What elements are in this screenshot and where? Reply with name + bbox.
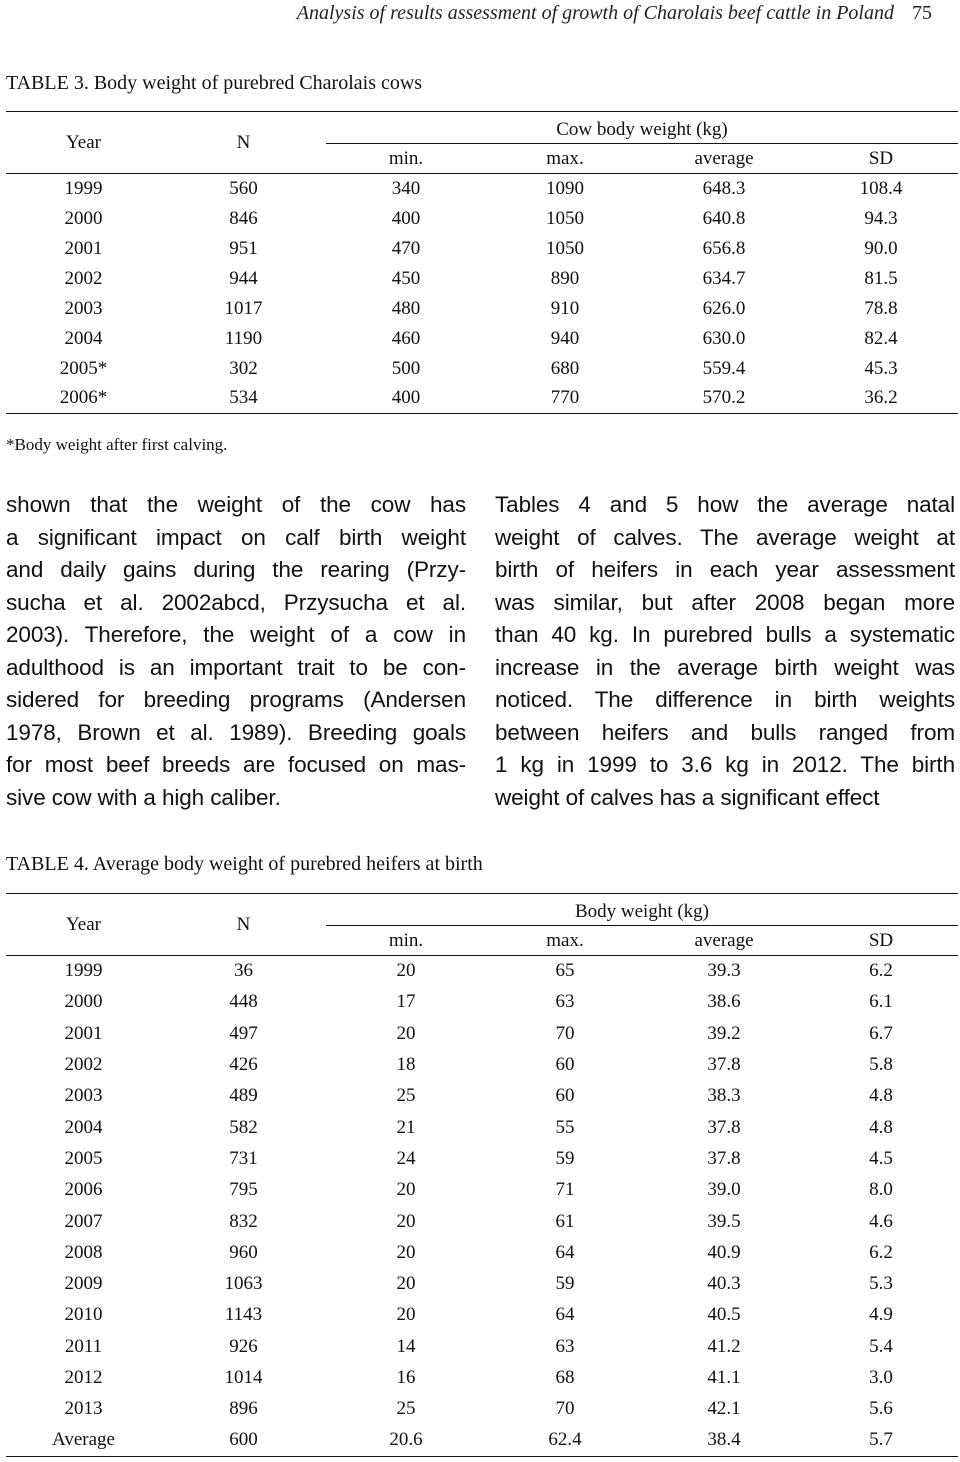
table-cell: 24 [396,1147,416,1169]
table-cell: 2003 [64,297,103,319]
table-cell: 500 [391,357,421,379]
table3-body [6,174,958,414]
table4-year-header: Year [6,894,161,956]
table4-group-header: Body weight (kg) [326,894,958,926]
text-line: weight of calves has a significant effect [495,784,880,810]
table-cell: 38.3 [707,1085,741,1107]
table-cell: 5.4 [869,1335,893,1357]
table-row [6,1206,958,1237]
text-line: sucha et al. 2002abcd, Przysucha et al. [6,589,466,615]
table-cell: 63 [555,991,575,1013]
table-cell: 20 [396,1273,416,1295]
table-cell: 40.9 [707,1241,741,1263]
table-cell: 2006 [64,1179,103,1201]
table-cell: 340 [326,174,486,204]
table-cell: 2001 [64,237,103,259]
table-cell: 17 [396,991,416,1013]
text-line: and daily gains during the rearing (Przy- [6,557,466,582]
table-cell: 1999 [6,174,161,204]
table-row [6,294,958,324]
table-cell: 8.0 [869,1179,893,1201]
table-cell: 4.9 [869,1304,893,1326]
table-cell: 38.6 [707,991,741,1013]
text-line: sive cow with a high caliber. [6,784,281,810]
table-cell: 731 [229,1147,258,1169]
table-cell: 62.4 [486,1425,644,1456]
table-row [6,174,958,204]
table-cell: 40.3 [707,1273,741,1295]
table-cell: 302 [229,357,258,379]
table4-n-header: N [161,894,326,956]
table-row [6,1018,958,1049]
table-cell: 2001 [64,1022,103,1044]
table3-min-header: min. [388,147,424,169]
table-cell: 60 [555,1054,575,1076]
table-cell: 4.8 [869,1116,893,1138]
table-cell: 78.8 [864,297,898,319]
table-cell: 559.4 [702,357,746,379]
table-cell: 2000 [64,991,103,1013]
table-row [6,1331,958,1362]
table-cell: 41.2 [707,1335,741,1357]
table-cell: 940 [550,327,580,349]
table-row [6,1175,958,1206]
text-line: 2003). Therefore, the weight of a cow in [6,622,466,647]
table-cell: 2004 [64,327,103,349]
table-cell: 2006* [6,384,161,414]
table-cell: 6.7 [869,1022,893,1044]
table-cell: 656.8 [702,237,746,259]
table-cell: 59 [555,1273,575,1295]
table-cell: 6.2 [869,1241,893,1263]
running-header [297,0,932,26]
table-cell: 600 [161,1425,326,1456]
table-cell: Average [6,1425,161,1456]
table-cell: 45.3 [864,357,898,379]
table-cell: 36.2 [804,384,958,414]
table-cell: 2008 [64,1241,103,1263]
table-cell: 2010 [64,1304,103,1326]
table-cell: 626.0 [702,297,746,319]
text-line: birth of heifers in each year assessment [495,557,955,582]
table-cell: 20 [396,1304,416,1326]
table-cell: 21 [396,1116,416,1138]
table-cell: 68 [555,1367,575,1388]
table-cell: 2002 [64,1054,103,1076]
table-cell: 400 [391,207,421,229]
table-cell: 20 [326,956,486,987]
table-cell: 55 [555,1116,575,1138]
table-cell: 648.3 [644,174,804,204]
table-cell: 5.3 [869,1273,893,1295]
table-cell: 36 [161,956,326,987]
table-cell: 2004 [64,1116,103,1138]
table-cell: 926 [229,1335,258,1357]
table-cell: 944 [229,267,258,289]
table-cell: 1050 [546,207,584,229]
left-text-column [6,489,466,814]
table-cell: 450 [391,267,421,289]
table-cell: 37.8 [707,1116,741,1138]
text-line: 1978, Brown et al. 1989). Breeding goals [6,719,466,745]
table-cell: 41.1 [707,1367,741,1388]
text-line: was similar, but after 2008 began more [495,589,955,615]
table-cell: 39.0 [707,1179,741,1201]
table4-sd-header: SD [868,929,894,951]
table-cell: 60 [555,1085,575,1107]
table-cell: 534 [161,384,326,414]
table-row [6,354,958,384]
running-title: Analysis of results assessment of growth of Charolais beef cattle in Poland [296,2,894,24]
table-cell: 64 [555,1304,575,1326]
table-cell: 20 [396,1022,416,1044]
table3 [6,111,958,414]
table-row [6,1049,958,1080]
table-cell: 20 [396,1241,416,1263]
table-cell: 1999 [6,956,161,987]
table-cell: 16 [396,1367,416,1388]
table-cell: 59 [555,1147,575,1169]
table-cell: 2005* [59,357,108,379]
table-cell: 20 [396,1179,416,1201]
table3-max-header: max. [546,147,584,169]
text-line: for most beef breeds are focused on mas- [6,752,466,777]
table-cell: 5.7 [804,1425,958,1456]
table-cell: 40.5 [707,1304,741,1326]
table-cell: 42.1 [707,1398,741,1420]
table-cell: 5.6 [869,1398,893,1420]
text-line: Tables 4 and 5 how the average natal [495,492,955,517]
table-cell: 82.4 [864,327,898,349]
table3-avg-header: average [694,147,754,169]
table-row [6,324,958,354]
table-cell: 39.3 [644,956,804,987]
table-cell: 570.2 [644,384,804,414]
table-cell: 39.2 [707,1022,741,1044]
table4-caption: TABLE 4. Average body weight of purebred heifers at birth [6,853,483,875]
table-cell: 4.8 [869,1085,893,1107]
text-line: noticed. The difference in birth weights [495,687,955,712]
table-cell: 2003 [64,1085,103,1107]
table-cell: 25 [396,1085,416,1107]
table-cell: 14 [396,1335,416,1357]
table-cell: 634.7 [702,267,746,289]
table4-max-header: max. [546,929,584,951]
table-cell: 61 [555,1210,575,1232]
table-row [6,1081,958,1112]
table3-n-header: N [161,112,326,174]
table-cell: 2007 [64,1210,103,1232]
table-cell: 2000 [64,207,103,229]
table4-avg-header: average [694,929,754,951]
table-row [6,384,958,414]
table-cell: 630.0 [702,327,746,349]
table3-sd-header: SD [868,147,894,169]
table-cell: 37.8 [707,1147,741,1169]
text-line: between heifers and bulls ranged from [495,719,955,745]
table-cell: 20.6 [326,1425,486,1456]
table-cell: 63 [555,1335,575,1357]
table-cell: 770 [486,384,644,414]
table-cell: 400 [326,384,486,414]
text-line: adulthood is an important trait to be con- [6,654,466,680]
table4-body [6,956,958,1457]
table-cell: 5.8 [869,1054,893,1076]
text-line: shown that the weight of the cow has [6,492,466,517]
table4-min-header: min. [388,929,424,951]
table-cell: 2011 [64,1335,103,1357]
table-cell: 2012 [64,1367,103,1388]
table-cell: 470 [391,237,421,259]
table-cell: 896 [229,1398,258,1420]
table-cell: 489 [229,1085,258,1107]
table-cell: 3.0 [869,1367,893,1388]
table-row [6,987,958,1018]
table-row [6,204,958,234]
table-cell: 1190 [224,327,263,349]
table-cell: 81.5 [864,267,898,289]
table-cell: 680 [550,357,580,379]
table-row [6,264,958,294]
table-row [6,234,958,264]
text-line: increase in the average birth weight was [495,654,955,680]
table-cell: 560 [161,174,326,204]
table-cell: 6.1 [869,991,893,1013]
table3-year-header: Year [6,112,161,174]
table-cell: 960 [229,1241,258,1263]
table-cell: 426 [229,1054,258,1076]
table-cell: 4.6 [869,1210,893,1232]
table-cell: 39.5 [707,1210,741,1232]
table3-footnote: *Body weight after first calving. [6,435,228,454]
table-cell: 846 [229,207,258,229]
table-cell: 108.4 [804,174,958,204]
table-cell: 64 [555,1241,575,1263]
table-cell: 910 [550,297,580,319]
right-text-column [495,489,955,814]
table-row [6,1268,958,1299]
text-line: 1 kg in 1999 to 3.6 kg in 2012. The birth [495,752,955,777]
table-cell: 65 [486,956,644,987]
table-cell: 1143 [224,1304,263,1326]
text-line: a significant impact on calf birth weight [6,524,466,550]
text-line: sidered for breeding programs (Andersen [6,687,466,712]
table-row [6,1300,958,1331]
table3-group-header: Cow body weight (kg) [326,112,958,144]
table-cell: 1017 [224,297,263,319]
table-cell: 890 [550,267,580,289]
table-cell: 70 [555,1398,575,1420]
table-cell: 37.8 [707,1054,741,1076]
table-row [6,1143,958,1174]
table-cell: 2005 [64,1147,103,1169]
table-cell: 18 [396,1054,416,1076]
text-line: weight of calves. The average weight at [495,524,955,550]
table-row [6,1112,958,1143]
table-cell: 2009 [64,1273,103,1295]
table-cell: 25 [396,1398,416,1420]
table-cell: 94.3 [864,207,898,229]
table-row [6,1425,958,1456]
table-cell: 4.5 [869,1147,893,1169]
table-cell: 20 [396,1210,416,1232]
table-cell: 90.0 [864,237,898,259]
table-cell: 640.8 [702,207,746,229]
text-line: than 40 kg. In purebred bulls a systematic [495,622,955,647]
table-cell: 1050 [546,237,584,259]
table-cell: 2002 [64,267,103,289]
table-cell: 71 [555,1179,575,1201]
table3-caption: TABLE 3. Body weight of purebred Charolais cows [6,72,423,94]
table-cell: 951 [229,237,258,259]
table-row [6,1237,958,1268]
table-row [6,956,958,987]
table-cell: 1014 [224,1367,263,1388]
table-cell: 70 [555,1022,575,1044]
page-number: 75 [912,2,932,24]
table-cell: 582 [229,1116,258,1138]
table-cell: 1063 [224,1273,263,1295]
table-cell: 38.4 [644,1425,804,1456]
table-cell: 2013 [64,1398,103,1420]
table-cell: 795 [229,1179,258,1201]
table-cell: 448 [229,991,258,1013]
table-cell: 1090 [486,174,644,204]
table-cell: 6.2 [804,956,958,987]
table-cell: 497 [229,1022,258,1044]
table4 [6,893,958,1457]
table-row [6,1362,958,1393]
table-row [6,1394,958,1425]
table-cell: 460 [391,327,421,349]
table-cell: 832 [229,1210,258,1232]
table-cell: 480 [391,297,421,319]
